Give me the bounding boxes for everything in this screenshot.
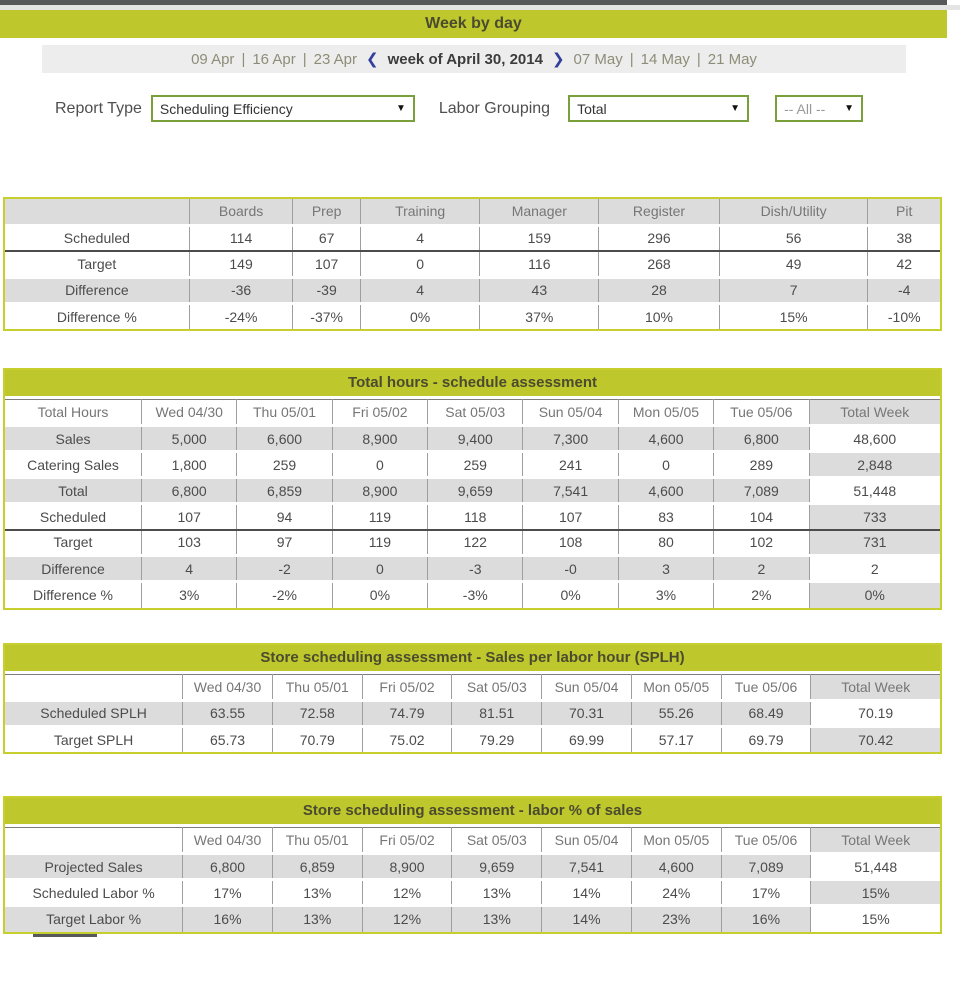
data-cell: 70.19 — [811, 700, 940, 726]
data-cell: 107 — [523, 504, 618, 530]
data-cell: 75.02 — [362, 726, 452, 752]
data-cell: 7,300 — [523, 426, 618, 452]
column-header: Sat 05/03 — [428, 400, 523, 426]
row-label: Projected Sales — [5, 854, 183, 880]
data-cell: 55.26 — [631, 700, 721, 726]
page-title: Week by day — [425, 15, 522, 32]
data-cell: 42 — [868, 251, 940, 277]
data-cell: 7 — [719, 277, 868, 303]
data-cell: 102 — [714, 530, 809, 556]
data-cell: -39 — [293, 277, 360, 303]
report-type-label: Report Type — [55, 99, 142, 117]
column-header: Pit — [868, 199, 940, 225]
data-cell: 65.73 — [183, 726, 273, 752]
row-label-column-header — [5, 199, 189, 225]
separator: | — [302, 50, 307, 68]
report-type-select[interactable] — [151, 95, 415, 122]
data-cell: 13% — [452, 906, 542, 932]
data-cell: 16% — [183, 906, 273, 932]
labor-grouping-label: Labor Grouping — [438, 99, 551, 117]
data-cell: 149 — [189, 251, 293, 277]
data-cell: 103 — [142, 530, 237, 556]
week-link-next-2[interactable]: 14 May — [640, 50, 690, 68]
data-cell: 56 — [719, 225, 868, 251]
data-cell: 4 — [360, 277, 480, 303]
column-header: Sat 05/03 — [452, 828, 542, 854]
column-header: Fri 05/02 — [362, 674, 452, 700]
data-cell: -2% — [237, 582, 332, 608]
data-cell: 259 — [428, 452, 523, 478]
data-cell: 63.55 — [183, 700, 273, 726]
data-cell: 7,541 — [542, 854, 632, 880]
row-label: Target — [77, 255, 117, 272]
data-cell: 57.17 — [631, 726, 721, 752]
row-label: Catering Sales — [27, 456, 119, 473]
data-cell: 81.51 — [452, 700, 542, 726]
data-cell: 83 — [618, 504, 713, 530]
data-cell: 13% — [272, 906, 362, 932]
data-cell: 15% — [719, 303, 868, 329]
column-header: Mon 05/05 — [618, 400, 713, 426]
row-label: Difference % — [56, 308, 137, 325]
column-header: Thu 05/01 — [272, 828, 362, 854]
table-row — [5, 700, 940, 726]
data-cell: -36 — [189, 277, 293, 303]
data-cell: 9,659 — [452, 854, 542, 880]
table-title: Store scheduling assessment - Sales per labor hour (SPLH) — [5, 645, 940, 674]
row-label: Target SPLH — [53, 731, 134, 748]
table-row — [5, 530, 940, 556]
row-label: Difference — [5, 277, 189, 303]
data-cell: 37% — [480, 303, 599, 329]
data-cell: 14% — [542, 880, 632, 906]
data-cell: 15% — [811, 880, 940, 906]
data-cell: 0 — [618, 452, 713, 478]
next-week-arrow-icon[interactable]: ❯ — [551, 51, 565, 68]
column-header: Thu 05/01 — [272, 674, 362, 700]
data-cell: 733 — [809, 504, 940, 530]
data-cell: 80 — [618, 530, 713, 556]
data-cell: -24% — [189, 303, 293, 329]
labor-percent-grid — [5, 827, 940, 932]
data-cell: 24% — [631, 880, 721, 906]
table-row — [5, 452, 940, 478]
filter-toolbar — [55, 95, 960, 122]
data-cell: 51,448 — [811, 854, 940, 880]
data-cell: 8,900 — [362, 854, 452, 880]
data-cell: 0 — [332, 556, 427, 582]
row-label: Scheduled SPLH — [5, 700, 183, 726]
data-cell: 108 — [523, 530, 618, 556]
row-label: Difference — [5, 556, 142, 582]
data-cell: 51,448 — [809, 478, 940, 504]
data-cell: 731 — [809, 530, 940, 556]
row-label: Sales — [5, 426, 142, 452]
data-cell: 79.29 — [452, 726, 542, 752]
data-cell: -4 — [868, 277, 940, 303]
week-navigation — [42, 45, 906, 73]
total-hours-grid — [5, 399, 940, 608]
data-cell: 0% — [332, 582, 427, 608]
data-cell: 28 — [599, 277, 720, 303]
data-cell: 114 — [189, 225, 293, 251]
page-title-bar — [0, 10, 947, 38]
data-cell: 9,400 — [428, 426, 523, 452]
week-link-prev-3[interactable]: 09 Apr — [191, 50, 235, 68]
week-link-prev-2[interactable]: 16 Apr — [252, 50, 296, 68]
data-cell: 69.99 — [542, 726, 632, 752]
column-header: Thu 05/01 — [237, 400, 332, 426]
data-cell: 48,600 — [809, 426, 940, 452]
data-cell: 119 — [332, 530, 427, 556]
data-cell: 6,800 — [183, 854, 273, 880]
dropdown-arrow-icon: ▼ — [730, 103, 741, 114]
dropdown-arrow-icon: ▼ — [395, 103, 406, 114]
table-row — [5, 582, 940, 608]
column-header: Sun 05/04 — [523, 400, 618, 426]
column-header: Wed 04/30 — [183, 674, 273, 700]
data-cell: 6,859 — [237, 478, 332, 504]
week-link-next-1[interactable]: 07 May — [573, 50, 623, 68]
data-cell: 13% — [272, 880, 362, 906]
table-row — [5, 251, 940, 277]
column-header: Mon 05/05 — [631, 828, 721, 854]
data-cell: 38 — [868, 225, 940, 251]
labor-grouping-select[interactable] — [568, 95, 749, 122]
table-row — [5, 854, 940, 880]
data-cell: 70.31 — [542, 700, 632, 726]
column-header: Prep — [293, 199, 360, 225]
data-cell: 6,859 — [272, 854, 362, 880]
row-label: Target — [53, 534, 93, 551]
data-cell: 0 — [332, 452, 427, 478]
data-cell: 268 — [599, 251, 720, 277]
data-cell: 94 — [237, 504, 332, 530]
labor-group-summary-grid — [5, 199, 940, 329]
data-cell: 3 — [618, 556, 713, 582]
data-cell: 67 — [293, 225, 360, 251]
data-cell: 72.58 — [272, 700, 362, 726]
data-cell: 289 — [714, 452, 809, 478]
data-cell: 74.79 — [362, 700, 452, 726]
column-header: Total Week — [809, 400, 940, 426]
labor-percent-table — [3, 796, 942, 934]
data-cell: 7,541 — [523, 478, 618, 504]
data-cell: -0 — [523, 556, 618, 582]
data-cell: 4,600 — [618, 426, 713, 452]
table-row — [5, 504, 940, 530]
data-cell: 43 — [480, 277, 599, 303]
data-cell: 159 — [480, 225, 599, 251]
table-row — [5, 880, 940, 906]
total-hours-table — [3, 368, 942, 610]
data-cell: 6,800 — [714, 426, 809, 452]
data-cell: 14% — [542, 906, 632, 932]
table-row — [5, 277, 940, 303]
table-row — [5, 303, 940, 329]
column-header: Tue 05/06 — [721, 828, 811, 854]
data-cell: -3 — [428, 556, 523, 582]
data-cell: 70.79 — [272, 726, 362, 752]
data-cell: 4,600 — [618, 478, 713, 504]
cropped-bottom-element — [33, 934, 97, 937]
data-cell: 104 — [714, 504, 809, 530]
table-title: Store scheduling assessment - labor % of sales — [5, 798, 940, 827]
data-cell: 2% — [714, 582, 809, 608]
row-label: Scheduled — [39, 508, 107, 525]
data-cell: 7,089 — [714, 478, 809, 504]
data-cell: 241 — [523, 452, 618, 478]
previous-week-arrow-icon[interactable]: ❮ — [366, 51, 379, 68]
data-cell: 7,089 — [721, 854, 811, 880]
data-cell: 5,000 — [142, 426, 237, 452]
table-row — [5, 556, 940, 582]
column-header: Sun 05/04 — [542, 674, 632, 700]
week-link-next-3[interactable]: 21 May — [707, 50, 757, 68]
row-label: Scheduled — [63, 230, 130, 247]
current-week-label: week of April 30, 2014 — [387, 50, 543, 68]
column-header: Sat 05/03 — [452, 674, 542, 700]
row-label: Scheduled Labor % — [32, 884, 155, 901]
column-header: Wed 04/30 — [142, 400, 237, 426]
data-cell: 8,900 — [332, 426, 427, 452]
data-cell: 12% — [362, 880, 452, 906]
data-cell: 15% — [811, 906, 940, 932]
row-label-column-header — [5, 674, 183, 700]
data-cell: 9,659 — [428, 478, 523, 504]
data-cell: 2,848 — [809, 452, 940, 478]
data-cell: 0% — [809, 582, 940, 608]
data-cell: -37% — [293, 303, 360, 329]
data-cell: 0% — [523, 582, 618, 608]
column-header: Fri 05/02 — [362, 828, 452, 854]
data-cell: 4,600 — [631, 854, 721, 880]
column-header: Wed 04/30 — [183, 828, 273, 854]
column-header: Register — [599, 199, 720, 225]
column-header: Fri 05/02 — [332, 400, 427, 426]
column-header: Boards — [189, 199, 293, 225]
data-cell: 4 — [360, 225, 480, 251]
data-cell: 70.42 — [811, 726, 940, 752]
row-label: Total — [5, 478, 142, 504]
data-cell: 259 — [237, 452, 332, 478]
splh-grid — [5, 674, 940, 753]
column-header: Total Week — [811, 828, 940, 854]
data-cell: -3% — [428, 582, 523, 608]
column-header: Training — [360, 199, 480, 225]
data-cell: 12% — [362, 906, 452, 932]
row-label-column-header: Total Hours — [37, 404, 109, 420]
data-cell: 6,800 — [142, 478, 237, 504]
table-row — [5, 726, 940, 752]
data-cell: -10% — [868, 303, 940, 329]
separator: | — [696, 50, 701, 68]
all-filter-select[interactable] — [775, 95, 863, 122]
all-filter-value: -- All -- — [784, 100, 826, 117]
data-cell: 2 — [714, 556, 809, 582]
column-header: Tue 05/06 — [714, 400, 809, 426]
data-cell: 116 — [480, 251, 599, 277]
table-title: Total hours - schedule assessment — [5, 370, 940, 399]
labor-grouping-value: Total — [577, 100, 607, 117]
data-cell: 17% — [183, 880, 273, 906]
data-cell: 49 — [719, 251, 868, 277]
data-cell: 3% — [142, 582, 237, 608]
data-cell: 4 — [142, 556, 237, 582]
data-cell: 8,900 — [332, 478, 427, 504]
data-cell: 118 — [428, 504, 523, 530]
separator: | — [629, 50, 634, 68]
report-type-value: Scheduling Efficiency — [159, 100, 293, 117]
table-row — [5, 478, 940, 504]
data-cell: 122 — [428, 530, 523, 556]
week-link-prev-1[interactable]: 23 Apr — [313, 50, 357, 68]
data-cell: 17% — [721, 880, 811, 906]
data-cell: 6,600 — [237, 426, 332, 452]
data-cell: 23% — [631, 906, 721, 932]
data-cell: 97 — [237, 530, 332, 556]
data-cell: -2 — [237, 556, 332, 582]
column-header: Dish/Utility — [719, 199, 868, 225]
data-cell: 296 — [599, 225, 720, 251]
splh-table — [3, 643, 942, 755]
row-label: Difference % — [33, 587, 113, 604]
column-header: Sun 05/04 — [542, 828, 632, 854]
data-cell: 0% — [360, 303, 480, 329]
data-cell: 10% — [599, 303, 720, 329]
separator: | — [241, 50, 246, 68]
column-header: Manager — [480, 199, 599, 225]
row-label-column-header — [5, 828, 183, 854]
data-cell: 1,800 — [142, 452, 237, 478]
column-header: Mon 05/05 — [631, 674, 721, 700]
labor-group-summary-table — [3, 197, 942, 331]
data-cell: 0 — [360, 251, 480, 277]
data-cell: 69.79 — [721, 726, 811, 752]
data-cell: 3% — [618, 582, 713, 608]
data-cell: 68.49 — [721, 700, 811, 726]
column-header: Tue 05/06 — [721, 674, 811, 700]
data-cell: 13% — [452, 880, 542, 906]
data-cell: 107 — [142, 504, 237, 530]
table-row — [5, 906, 940, 932]
data-cell: 2 — [809, 556, 940, 582]
table-row — [5, 426, 940, 452]
dropdown-arrow-icon: ▼ — [844, 103, 855, 114]
data-cell: 16% — [721, 906, 811, 932]
table-row — [5, 225, 940, 251]
row-label: Target Labor % — [5, 906, 183, 932]
column-header: Total Week — [811, 674, 940, 700]
data-cell: 107 — [293, 251, 360, 277]
data-cell: 119 — [332, 504, 427, 530]
